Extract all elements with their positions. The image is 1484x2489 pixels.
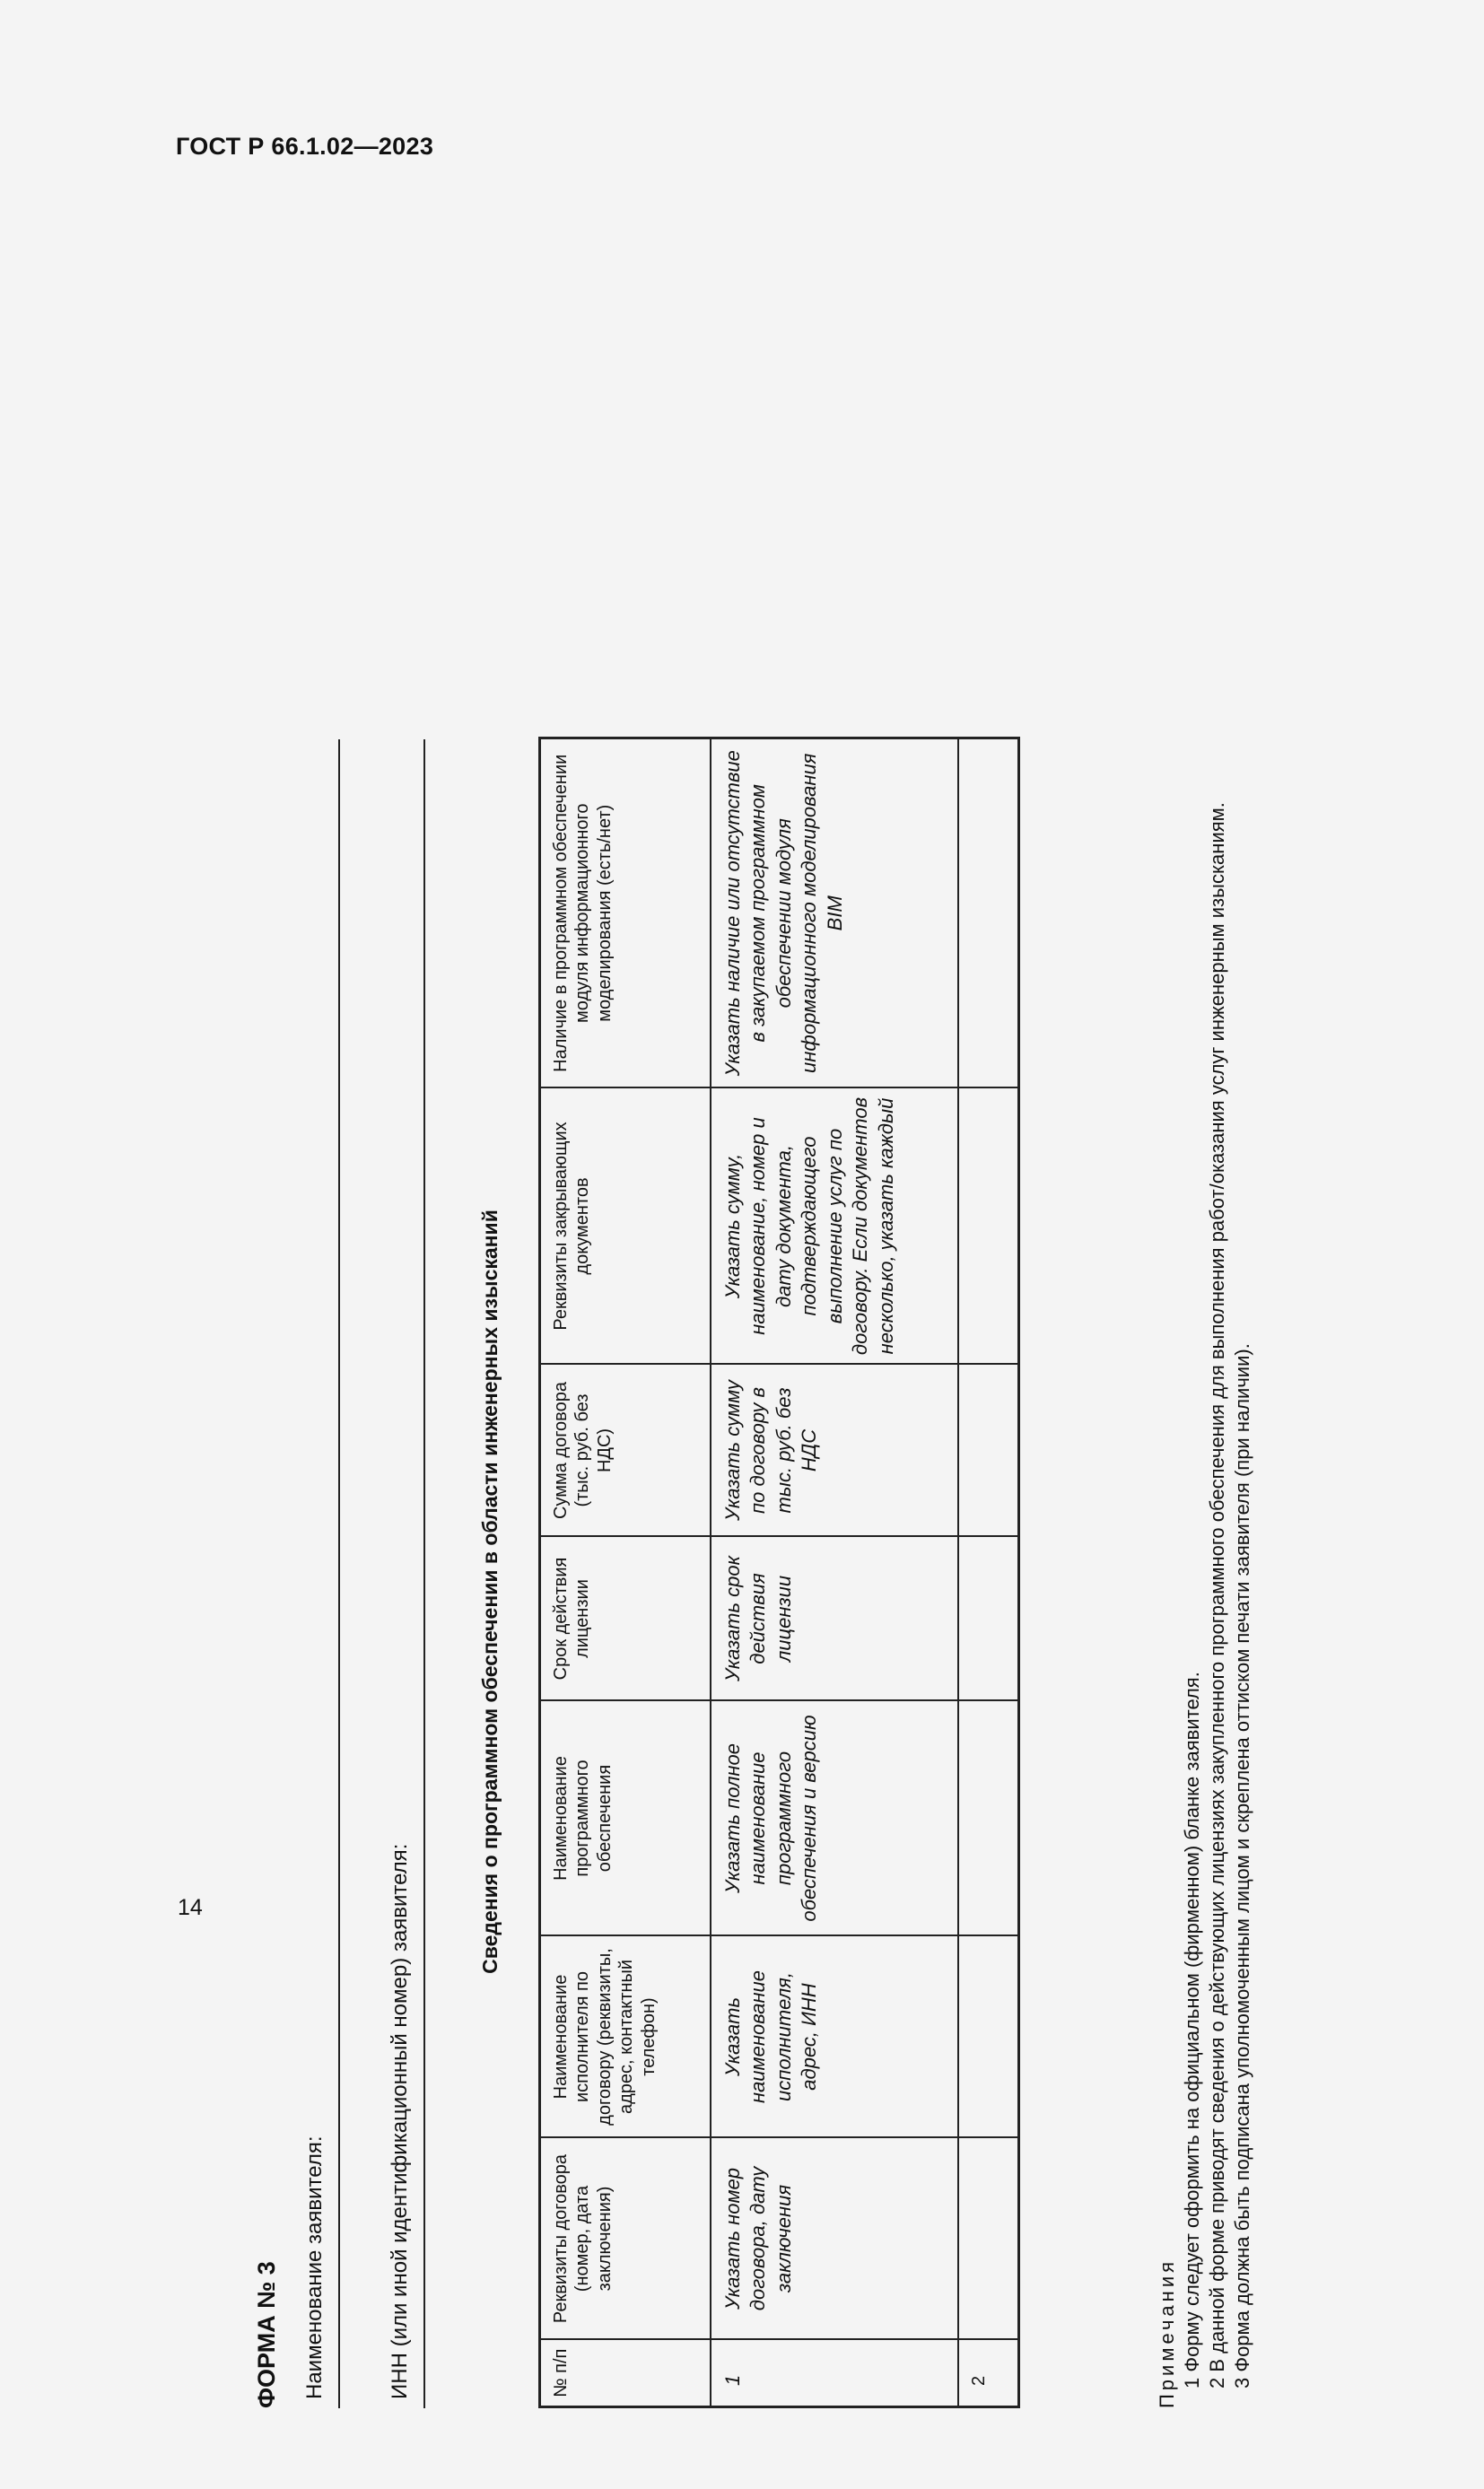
note-item: 1 Форму следует оформить на официальном (фирменном) бланке заявителя.: [1181, 1672, 1204, 2389]
table-cell: Указать наименование исполнителя, адрес, ИНН: [711, 1936, 958, 2138]
software-table: [538, 737, 1020, 2408]
applicant-name-label: Наименование заявителя:: [302, 2135, 327, 2399]
table-cell: Указать сумму по договору в тыс. руб. без НДС: [711, 1365, 958, 1537]
header-cell: Наименование исполнителя по договору (реквизиты, адрес, контактный телефон): [540, 1936, 711, 2138]
table-title: Сведения о программном обеспечении в области инженерных изысканий: [478, 1210, 502, 1974]
table-cell: Указать полное наименование программного обеспечения и версию: [711, 1701, 958, 1936]
table-cell: [958, 1936, 1019, 2138]
standard-header: ГОСТ Р 66.1.02—2023: [176, 133, 434, 160]
applicant-inn-label: ИНН (или иной идентификационный номер) заявителя:: [388, 1843, 412, 2399]
table-cell: [958, 1537, 1019, 1701]
header-cell: № п/п: [540, 2340, 711, 2407]
table-cell: [958, 2138, 1019, 2340]
table-cell: [958, 1088, 1019, 1365]
header-cell: Наименование программного обеспечения: [540, 1701, 711, 1936]
header-cell: Наличие в программном обеспечении модуля информационного моделирования (есть/нет): [540, 738, 711, 1088]
header-cell: Сумма договора (тыс. руб. без НДС): [540, 1365, 711, 1537]
table-cell: Указать срок действия лицензии: [711, 1537, 958, 1701]
rotated-form-content: [231, 694, 1262, 2489]
notes-title: Примечания: [1156, 2258, 1178, 2408]
note-item-text: 2 В данной форме приводят сведения о действующих лицензиях закупленного программного обеспечения для выполнения работ/оказания услуг инженерным изысканиям.: [1206, 802, 1229, 2389]
table-cell: Указать сумму, наименование, номер и дату документа, подтверждающего выполнение услуг по договору. Если документов несколько, указать каждый: [711, 1088, 958, 1365]
header-cell: Реквизиты закрывающих документов: [540, 1088, 711, 1365]
header-cell: Реквизиты договора (номер, дата заключения): [540, 2138, 711, 2340]
table-header-row: [540, 738, 711, 2407]
table-cell: [958, 1365, 1019, 1537]
table-cell: Указать номер договора, дату заключения: [711, 2138, 958, 2340]
applicant-name-line: [338, 739, 340, 2408]
row-number: 2: [958, 2340, 1019, 2407]
notes: [1155, 739, 1256, 2408]
form-title: ФОРМА № 3: [253, 2261, 280, 2408]
note-item: 3 Форма должна быть подписана уполномоченным лицом и скреплена оттиском печати заявителя (при наличии).: [1231, 1343, 1254, 2389]
header-cell: Срок действия лицензии: [540, 1537, 711, 1701]
applicant-inn-line: [423, 739, 425, 2408]
row-number: 1: [711, 2340, 958, 2407]
table-row: [958, 738, 1019, 2407]
table-row: [711, 738, 958, 2407]
note-item: [1205, 739, 1230, 2408]
page-number: 14: [178, 1895, 203, 1920]
table-cell: Указать наличие или отсутствие в закупаемом программном обеспечении модуля информационного моделирования BIM: [711, 738, 958, 1088]
table-cell: [958, 738, 1019, 1088]
table-cell: [958, 1701, 1019, 1936]
